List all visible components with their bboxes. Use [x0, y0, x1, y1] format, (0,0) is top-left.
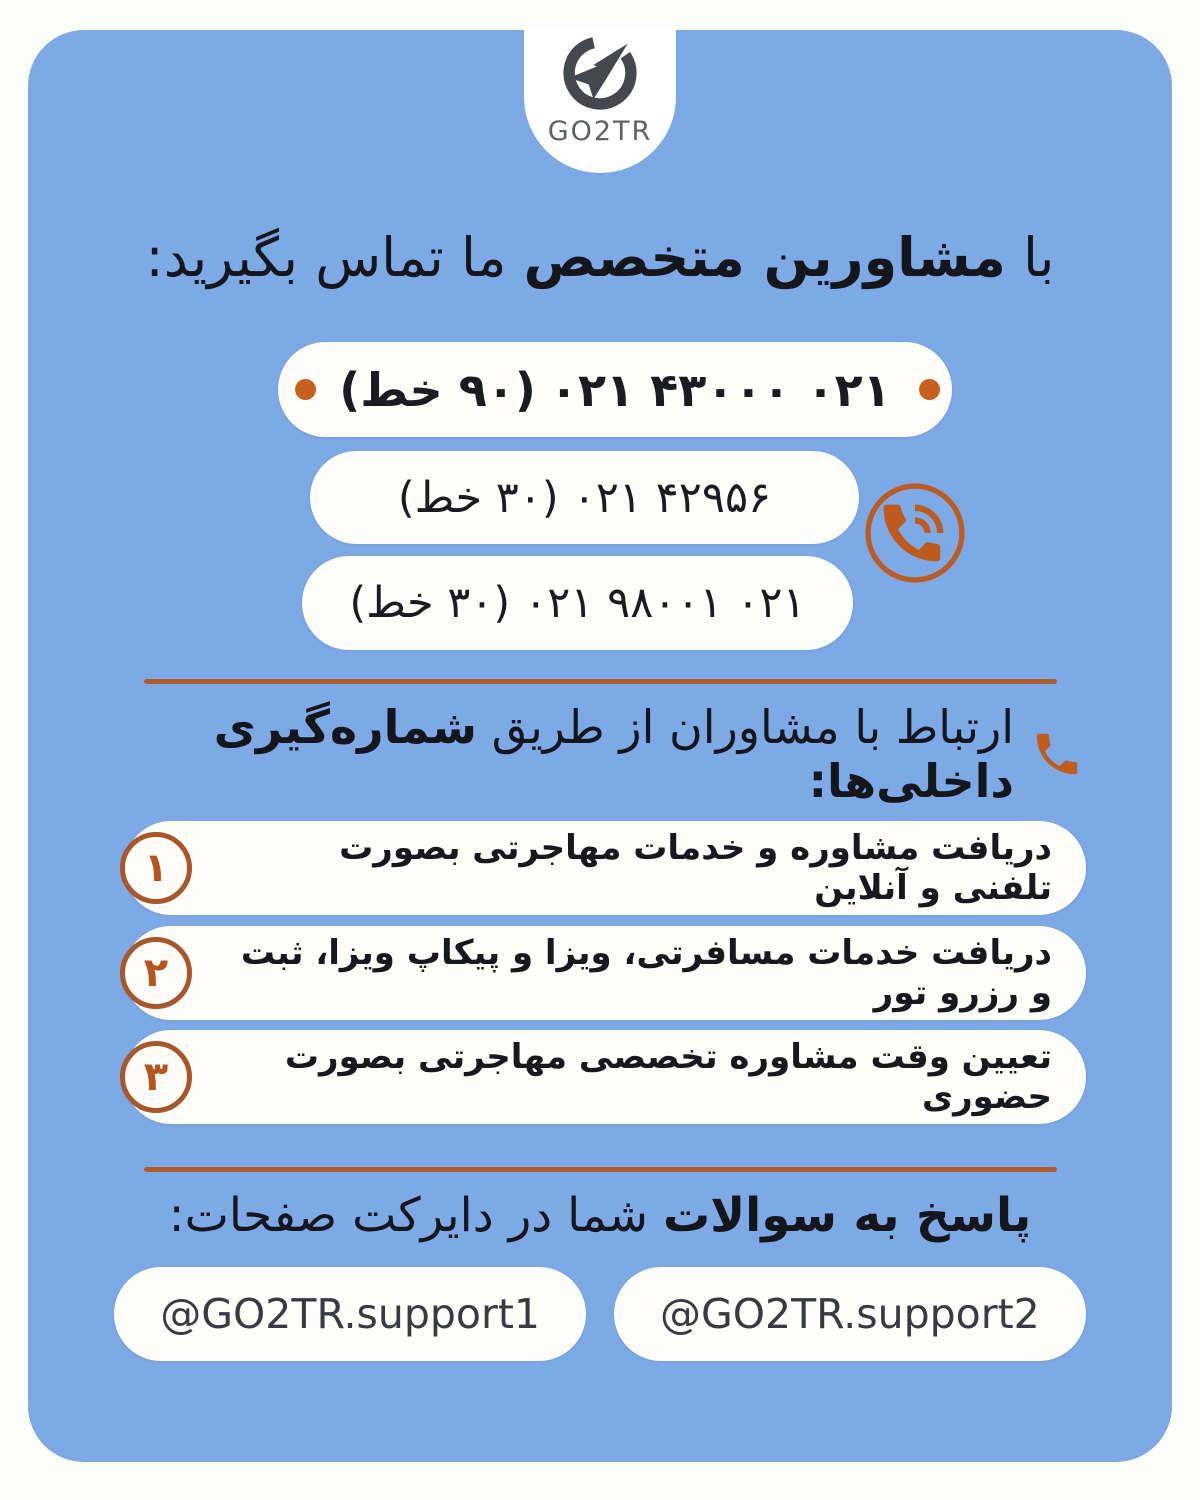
blue-card	[28, 30, 1172, 1462]
dial-heading	[108, 700, 1084, 808]
support-pill-1[interactable]	[114, 1267, 586, 1361]
dial-item-1	[124, 821, 1086, 915]
contact-heading-post: ما تماس بگیرید:	[145, 226, 524, 289]
item-number-badge: ۲	[120, 937, 192, 1009]
direct-heading-post: شما در دایرکت صفحات:	[168, 1188, 663, 1243]
support-pill-2[interactable]	[614, 1267, 1086, 1361]
phone-lines-count: (۹۰ خط)	[339, 362, 536, 417]
phone-lines-count: (۳۰ خط)	[397, 472, 559, 523]
dial-heading-bold: شماره‌گیری داخلی‌ها:	[213, 700, 1014, 808]
item-number-badge: ۳	[120, 1041, 192, 1113]
phone-lines-count: (۳۰ خط)	[349, 578, 511, 628]
phone-number: ۰۲۱ ۹۸۰۰۱ ۰۲۱	[524, 578, 806, 628]
support-handle: @GO2TR.support2	[660, 1290, 1040, 1338]
support-accounts	[28, 1267, 1172, 1361]
orange-dot	[295, 379, 316, 400]
phone-pill-3[interactable]	[302, 556, 853, 650]
dial-item-text: تعیین وقت مشاوره تخصصی مهاجرتی بصورت حضوری	[284, 1037, 1052, 1117]
phone-in-talk-icon	[864, 482, 966, 584]
support-handle: @GO2TR.support1	[160, 1290, 540, 1338]
phone-number: ۴۲۹۵۶ ۰۲۱	[572, 472, 772, 523]
direct-heading-bold: پاسخ به سوالات	[662, 1188, 1032, 1243]
dial-item-text: دریافت خدمات مسافرتی، ویزا و پیکاپ ویزا، ثبت و رزرو تور	[240, 933, 1052, 1013]
phone-pill-1[interactable]	[278, 342, 952, 437]
phone-pill-2[interactable]	[310, 451, 859, 544]
contact-heading-pre: با	[1005, 226, 1055, 289]
brand-wordmark: GO2TR	[547, 116, 653, 147]
go2tr-tab	[524, 30, 676, 173]
contact-heading-bold: مشاورین متخصص	[523, 226, 1006, 289]
divider	[144, 1167, 1057, 1172]
phone-number: ۰۲۱ ۴۳۰۰۰ ۰۲۱	[549, 362, 891, 417]
handset-icon	[1030, 727, 1084, 781]
contact-heading	[28, 226, 1172, 289]
dial-heading-pre: ارتباط با مشاوران از طریق	[477, 700, 1014, 754]
direct-heading	[28, 1188, 1172, 1243]
go2tr-logo	[561, 34, 639, 112]
orange-dot	[919, 379, 940, 400]
item-number-badge: ۱	[120, 832, 192, 904]
dial-item-2	[124, 926, 1086, 1020]
dial-item-3	[124, 1030, 1086, 1124]
divider	[144, 679, 1057, 684]
dial-item-text: دریافت مشاوره و خدمات مهاجرتی بصورت تلفنی و آنلاین	[339, 828, 1052, 908]
dial-heading-text	[108, 700, 1014, 808]
